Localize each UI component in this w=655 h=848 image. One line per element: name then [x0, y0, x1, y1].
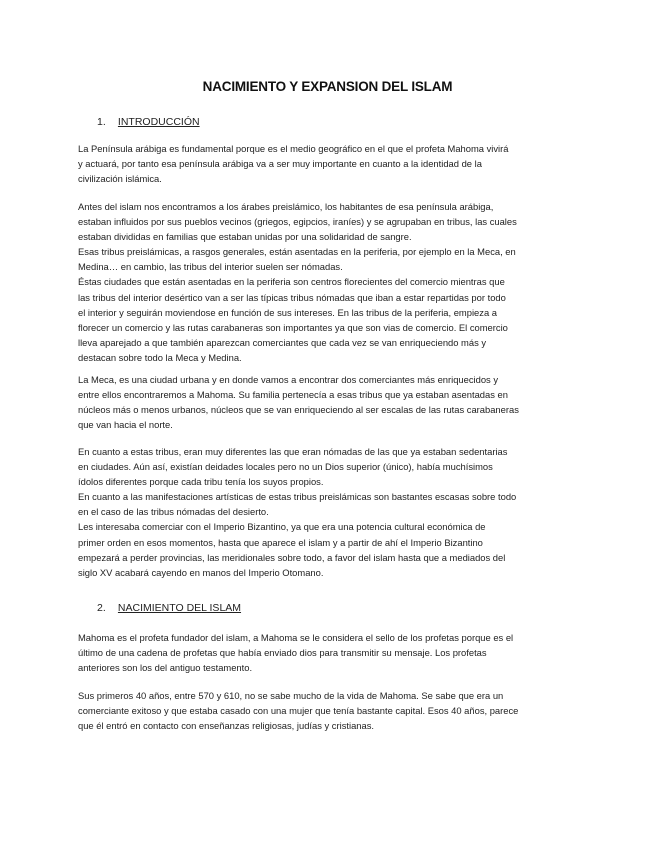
section-title: NACIMIENTO DEL ISLAM: [117, 602, 242, 614]
paragraph: [78, 199, 578, 365]
text-line: comerciante exitoso y que estaba casado con una mujer que tenía bastante capital. Esos 40 años, parece: [78, 705, 519, 717]
text-line: y actuará, por tanto esa península arábiga va a ser muy importante en cuanto a la identidad de la: [78, 158, 482, 170]
text-line: En cuanto a las manifestaciones artísticas de estas tribus preislámicas son bastantes escasas sobre todo: [78, 491, 517, 503]
paragraph: [78, 444, 578, 580]
text-line: ídolos diferentes porque cada tribu tenía los suyos propios.: [78, 476, 324, 488]
text-line: empezará a perder provincias, las meridionales sobre todo, a favor del islam hasta que a mediados del: [78, 551, 506, 563]
text-line: en ciudades. Aún así, existían deidades locales pero no un Dios superior (único), había muchísimos: [78, 461, 493, 473]
text-line: Éstas ciudades que están asentadas en la periferia son centros florecientes del comercio mientras que: [78, 276, 505, 288]
text-line: último de una cadena de profetas que había enviado dios para transmitir su mensaje. Los profetas: [78, 647, 487, 659]
text-line: que van hacia el norte.: [78, 419, 173, 431]
document-title: NACIMIENTO Y EXPANSION DEL ISLAM: [202, 79, 453, 94]
text-line: La Meca, es una ciudad urbana y en donde vamos a encontrar dos comerciantes más enriquecidos y: [78, 374, 499, 385]
text-line: estaban divididas en familias que estaban unidas por una solidaridad de sangre.: [78, 231, 412, 243]
text-line: Mahoma es el profeta fundador del islam, a Mahoma se le considera el sello de los profetas porque es el: [78, 632, 514, 643]
text-line: Antes del islam nos encontramos a los árabes preislámico, los habitantes de esa península arábiga,: [78, 201, 494, 212]
text-line: Esas tribus preislámicas, a rasgos generales, están asentadas en la periferia, por ejemplo en la Meca, en: [78, 246, 516, 258]
text-line: que él entró en contacto con enseñanzas religiosas, judías y cristianas.: [78, 720, 375, 732]
text-line: siglo XV acabará cayendo en manos del Imperio Otomano.: [78, 566, 324, 578]
text-line: civilización islámica.: [78, 173, 162, 185]
text-line: las tribus del interior desértico van a ser las típicas tribus nómadas que iban a estar repartidas por todo: [78, 291, 506, 303]
text-line: lleva aparejado a que también aparezcan comerciantes que cada vez se van enriqueciendo más y: [78, 336, 487, 348]
section-title: INTRODUCCIÓN: [117, 116, 200, 128]
section-heading-introduccion: [97, 116, 200, 128]
text-line: estaban influidos por sus pueblos vecinos (griegos, egipcios, iraníes) y se agrupaban en tribus, las cuales: [78, 216, 517, 228]
text-line: el interior y seguirán moviendose en función de sus intereses. En las tribus de la periferia, empieza a: [78, 306, 497, 318]
text-line: florecer un comercio y las rutas carabaneras son importantes ya que son vias de comercio. El comercio: [78, 321, 508, 333]
paragraph: [78, 141, 578, 186]
text-line: Medina… en cambio, las tribus del interior suelen ser nómadas.: [78, 261, 343, 273]
text-line: Sus primeros 40 años, entre 570 y 610, no se sabe mucho de la vida de Mahoma. Se sabe que era un: [78, 690, 504, 701]
section-heading-nacimiento: [97, 602, 241, 614]
text-line: entre ellos encontraremos a Mahoma. Su familia pertenecía a esas tribus que ya estaban asentadas en: [78, 389, 508, 401]
section-number: 2.: [97, 602, 106, 614]
text-line: anteriores son los del antiguo testamento.: [78, 662, 253, 674]
text-line: en el caso de las tribus nómadas del desierto.: [78, 506, 269, 518]
paragraph: [78, 688, 578, 733]
section-number: 1.: [97, 116, 106, 128]
paragraph: [78, 630, 578, 675]
text-line: destacan sobre todo la Meca y Medina.: [78, 351, 242, 363]
paragraph: [78, 372, 578, 432]
text-line: La Península arábiga es fundamental porque es el medio geográfico en el que el profeta Mahoma vivirá: [78, 143, 509, 154]
text-line: primer orden en esos momentos, hasta que aparece el islam y a partir de ahí el Imperio Bizantino: [78, 536, 483, 548]
text-line: En cuanto a estas tribus, eran muy diferentes las que eran nómadas de las que ya estaban sedentarias: [78, 446, 508, 457]
text-line: Les interesaba comerciar con el Imperio Bizantino, ya que era una potencia cultural económica de: [78, 521, 486, 533]
text-line: núcleos más o menos urbanos, núcleos que se van enriqueciendo al ser escalas de las rutas carabaneras: [78, 404, 519, 416]
